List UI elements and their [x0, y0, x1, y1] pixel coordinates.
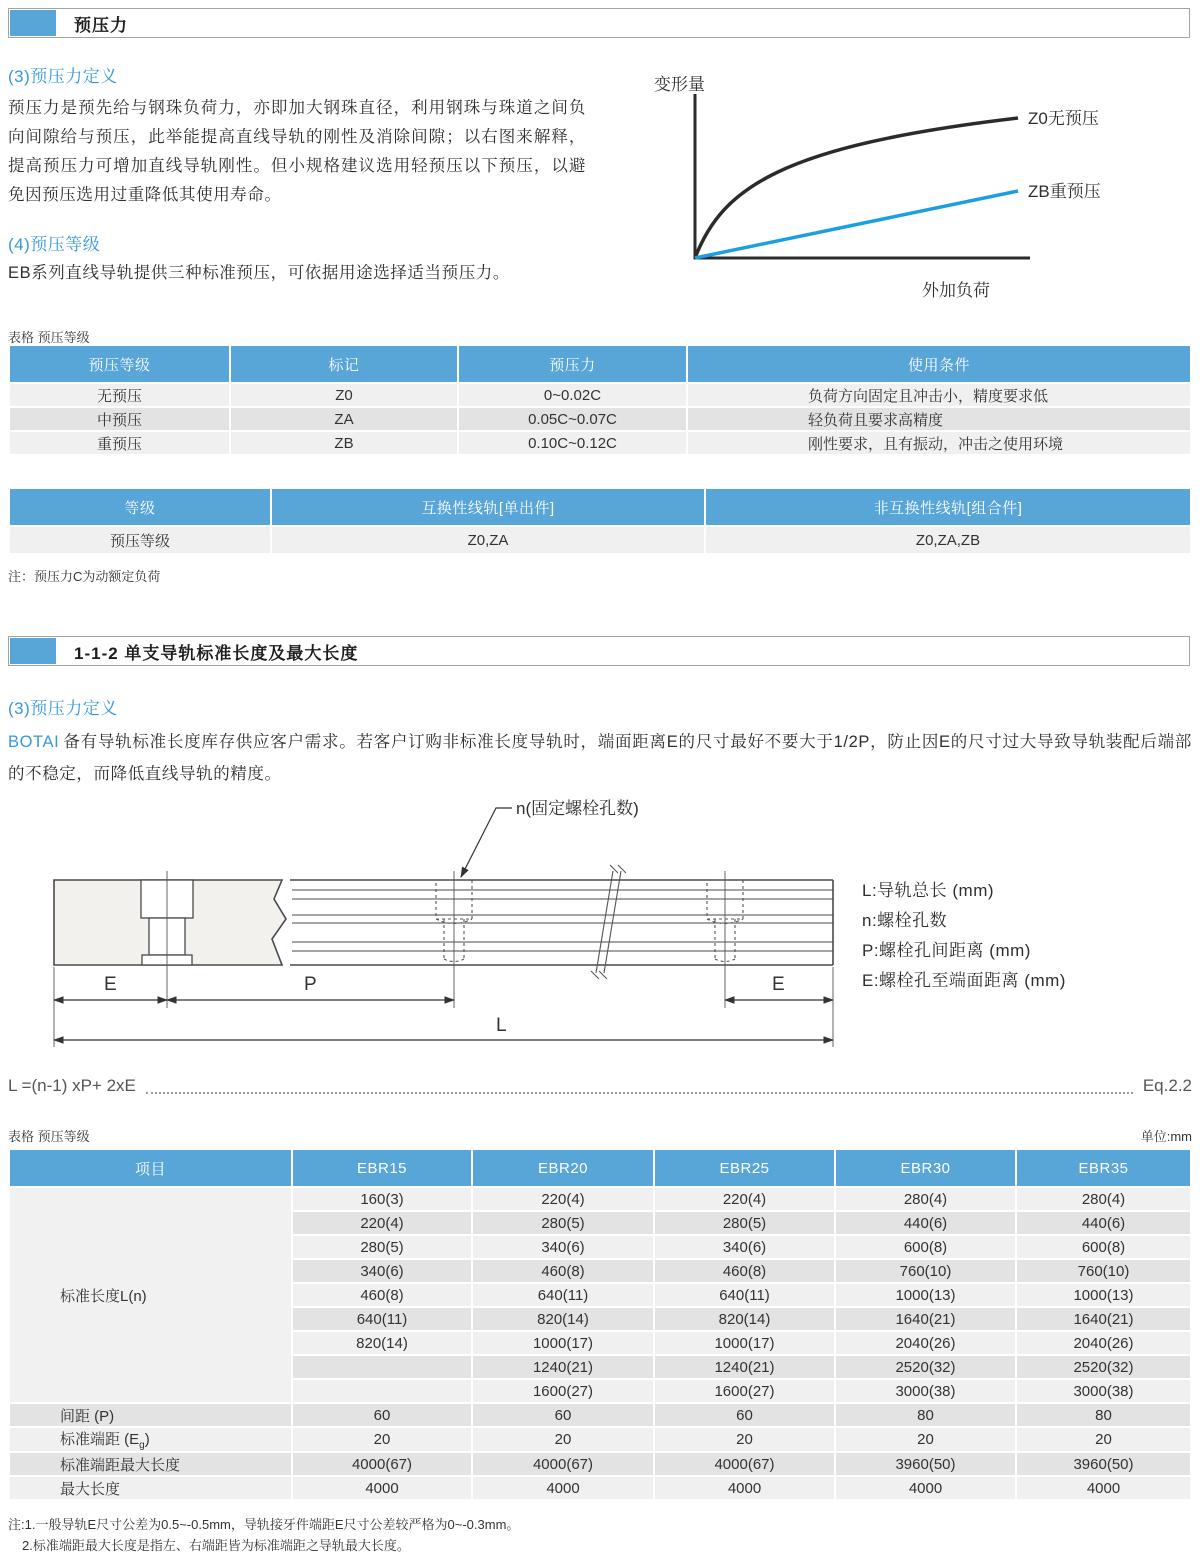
header-row [10, 489, 1190, 525]
cell: 640(11) [473, 1284, 653, 1306]
cell: 20 [1017, 1428, 1190, 1451]
cell: 280(4) [836, 1188, 1015, 1210]
cell: 440(6) [1017, 1212, 1190, 1234]
dimension-lines [54, 1000, 833, 1040]
equation-number: Eq.2.2 [1142, 1076, 1192, 1095]
cell: 4000 [655, 1477, 834, 1499]
row-label: 最大长度 [10, 1477, 291, 1499]
row-label: 间距 (P) [10, 1404, 291, 1426]
cell: 20 [655, 1428, 834, 1451]
cell: 3000(38) [836, 1380, 1015, 1402]
cell: 1240(21) [655, 1356, 834, 1378]
cell: 220(4) [293, 1212, 471, 1234]
cell: 4000(67) [655, 1453, 834, 1475]
callout-leader [461, 808, 512, 877]
y-axis-label: 变形量 [654, 75, 705, 94]
col-header: 预压力 [459, 346, 686, 382]
cell: 4000(67) [473, 1453, 653, 1475]
formula-expression: L =(n-1) xP+ 2xE [8, 1076, 136, 1095]
line-zb-heavy-preload [695, 191, 1018, 258]
legend-item: E:螺栓孔至端面距离 (mm) [862, 971, 1066, 990]
table-note: 注：预压力C为动额定负荷 [8, 569, 161, 584]
x-axis-label: 外加负荷 [922, 281, 990, 300]
footnotes [8, 1514, 1192, 1556]
cell: 无预压 [10, 384, 229, 406]
table-row [10, 1188, 1190, 1210]
col-header: 使用条件 [688, 346, 1190, 382]
legend-item: n:螺栓孔数 [862, 911, 948, 930]
cell: 负荷方向固定且冲击小，精度要求低 [688, 384, 1190, 406]
cell: ZB [231, 432, 457, 454]
cell: 20 [836, 1428, 1015, 1451]
cell: 20 [293, 1428, 471, 1451]
cell: 2040(26) [1017, 1332, 1190, 1354]
cell: 2520(32) [1017, 1356, 1190, 1378]
col-header: EBR25 [655, 1150, 834, 1186]
cell: 1640(21) [836, 1308, 1015, 1330]
row-group-label: 标准长度L(n) [10, 1188, 291, 1402]
cell: 1240(21) [473, 1356, 653, 1378]
curve-z0-no-preload [695, 118, 1018, 258]
cell: 280(5) [655, 1212, 834, 1234]
cell: 340(6) [473, 1236, 653, 1258]
col-header: EBR20 [473, 1150, 653, 1186]
row-label-text: 标准端距 (E [60, 1431, 140, 1448]
cell: 重预压 [10, 432, 229, 454]
cell: 820(14) [293, 1332, 471, 1354]
table-row [10, 1428, 1190, 1451]
diagram-legend [862, 876, 1066, 996]
table-row [10, 527, 1190, 553]
dim-label-l: L [496, 1015, 507, 1036]
paragraph-preload-definition: 预压力是预先给与钢珠负荷力，亦即加大钢珠直径，利用钢珠与珠道之间负向间隙给与预压，此举能提高直线导轨的刚性及消除间隙；以右图来解释，提高预压力可增加直线导轨刚性。但小规格建议选用轻预压以下预压，以避免因预压选用过重降低其使用寿命。 [8, 99, 586, 204]
cell: 440(6) [836, 1212, 1015, 1234]
cell: 220(4) [473, 1188, 653, 1210]
table-row [10, 432, 1190, 454]
cell [293, 1380, 471, 1402]
table-row [10, 1477, 1190, 1499]
cell: 60 [293, 1404, 471, 1426]
section-marker-square [10, 10, 56, 36]
break-marks [591, 865, 626, 979]
cell: 340(6) [655, 1236, 834, 1258]
heading-preload-levels: (4)预压等级 [8, 235, 101, 254]
row-label-subscript: g [139, 1440, 145, 1451]
cell: 3000(38) [1017, 1380, 1190, 1402]
cell: 80 [836, 1404, 1015, 1426]
cell: 760(10) [836, 1260, 1015, 1282]
cell: 3960(50) [1017, 1453, 1190, 1475]
cell: Z0 [231, 384, 457, 406]
grade-availability-table [8, 487, 1192, 555]
cell: 760(10) [1017, 1260, 1190, 1282]
col-header: 标记 [231, 346, 457, 382]
cell: 280(5) [293, 1236, 471, 1258]
table-length-caption: 表格 预压等级 [8, 1129, 90, 1144]
cell: 4000(67) [293, 1453, 471, 1475]
row-label: 标准端距最大长度 [10, 1453, 291, 1475]
col-header: 预压等级 [10, 346, 229, 382]
paragraph-length-definition [8, 726, 1192, 790]
cell: 1640(21) [1017, 1308, 1190, 1330]
table-row [10, 384, 1190, 406]
cell: 60 [473, 1404, 653, 1426]
table-row [10, 408, 1190, 430]
col-header: EBR30 [836, 1150, 1015, 1186]
col-header: EBR35 [1017, 1150, 1190, 1186]
paragraph-text: 备有导轨标准长度库存供应客户需求。若客户订购非标准长度导轨时，端面距离E的尺寸最好不要大于1/2P，防止因E的尺寸过大导致导轨装配后端部的不稳定，而降低直线导轨的精度。 [8, 733, 1192, 783]
brand-name: BOTAI [8, 733, 60, 751]
cell: 640(11) [655, 1284, 834, 1306]
cell: 340(6) [293, 1260, 471, 1282]
cell: 1600(27) [473, 1380, 653, 1402]
rail-dimension-diagram [30, 793, 845, 1059]
row-label [10, 1428, 291, 1451]
col-header: 非互换性线轨[组合件] [706, 489, 1190, 525]
chart-axes [695, 94, 1030, 258]
unit-label: 单位:mm [1140, 1129, 1192, 1144]
dim-label-p: P [304, 974, 317, 995]
cell: 280(5) [473, 1212, 653, 1234]
cell: 1000(13) [836, 1284, 1015, 1306]
footnote-line: 注:1.一般导轨E尺寸公差为0.5~-0.5mm，导轨接牙件端距E尺寸公差较严格为0~-0.3mm。 [8, 1517, 520, 1532]
series-label-zb: ZB重预压 [1028, 182, 1101, 201]
dotted-leader [146, 1079, 1133, 1094]
legend-item: L:导轨总长 (mm) [862, 881, 995, 900]
cell: 600(8) [836, 1236, 1015, 1258]
footnote-line: 2.标准端距最大长度是指左、右端距皆为标准端距之导轨最大长度。 [22, 1538, 410, 1553]
cell: 2040(26) [836, 1332, 1015, 1354]
section-header-preload [8, 8, 1190, 38]
cell: 640(11) [293, 1308, 471, 1330]
cell: 中预压 [10, 408, 229, 430]
cell: 4000 [836, 1477, 1015, 1499]
cell: 20 [473, 1428, 653, 1451]
length-formula [8, 1076, 1192, 1096]
cell: 80 [1017, 1404, 1190, 1426]
preload-grade-table [8, 344, 1192, 456]
table-row [10, 1453, 1190, 1475]
cell: 0~0.02C [459, 384, 686, 406]
section-title: 1-1-2 单支导轨标准长度及最大长度 [74, 643, 359, 663]
cell: 1000(17) [473, 1332, 653, 1354]
table-preload-caption: 表格 预压等级 [8, 330, 90, 345]
rail-profile-view [290, 880, 833, 965]
cell: 4000 [1017, 1477, 1190, 1499]
header-row [10, 346, 1190, 382]
cell: 预压等级 [10, 527, 270, 553]
section-header-rail-length [8, 636, 1190, 666]
cell: 460(8) [655, 1260, 834, 1282]
cell: 160(3) [293, 1188, 471, 1210]
cell: 0.05C~0.07C [459, 408, 686, 430]
legend-item: P:螺栓孔间距离 (mm) [862, 941, 1031, 960]
col-header: 互换性线轨[单出件] [272, 489, 704, 525]
cell: ZA [231, 408, 457, 430]
col-header: EBR15 [293, 1150, 471, 1186]
standard-length-table [8, 1148, 1192, 1501]
paragraph-preload-levels: EB系列直线导轨提供三种标准预压，可依据用途选择适当预压力。 [8, 264, 511, 282]
cell: 轻负荷且要求高精度 [688, 408, 1190, 430]
col-header: 项目 [10, 1150, 291, 1186]
cell: 2520(32) [836, 1356, 1015, 1378]
page-title: 预压力 [74, 15, 128, 35]
length-table-caption-row [8, 1126, 1192, 1145]
preload-deformation-chart [630, 64, 1190, 309]
dim-label-e-left: E [104, 974, 117, 995]
cell: 1000(17) [655, 1332, 834, 1354]
cell: Z0,ZA,ZB [706, 527, 1190, 553]
col-header: 等级 [10, 489, 270, 525]
row-label-text: ) [144, 1431, 150, 1448]
cell: 1000(13) [1017, 1284, 1190, 1306]
cell: 820(14) [655, 1308, 834, 1330]
callout-bolt-holes: n(固定螺栓孔数) [516, 799, 639, 818]
dim-label-e-right: E [772, 974, 785, 995]
heading-preload-definition: (3)预压力定义 [8, 67, 118, 86]
cell: 280(4) [1017, 1188, 1190, 1210]
series-label-z0: Z0无预压 [1028, 109, 1099, 128]
cell: 3960(50) [836, 1453, 1015, 1475]
cell [293, 1356, 471, 1378]
cell: 4000 [293, 1477, 471, 1499]
cell: 1600(27) [655, 1380, 834, 1402]
header-row [10, 1150, 1190, 1186]
cell: 460(8) [473, 1260, 653, 1282]
cell: 820(14) [473, 1308, 653, 1330]
cell: 220(4) [655, 1188, 834, 1210]
cell: 刚性要求，且有振动，冲击之使用环境 [688, 432, 1190, 454]
cell: 4000 [473, 1477, 653, 1499]
cell: 460(8) [293, 1284, 471, 1306]
table-row [10, 1404, 1190, 1426]
cell: 0.10C~0.12C [459, 432, 686, 454]
cell: 60 [655, 1404, 834, 1426]
cell: Z0,ZA [272, 527, 704, 553]
section-marker-square [10, 638, 56, 664]
cell: 600(8) [1017, 1236, 1190, 1258]
heading-length-definition: (3)预压力定义 [8, 699, 118, 718]
